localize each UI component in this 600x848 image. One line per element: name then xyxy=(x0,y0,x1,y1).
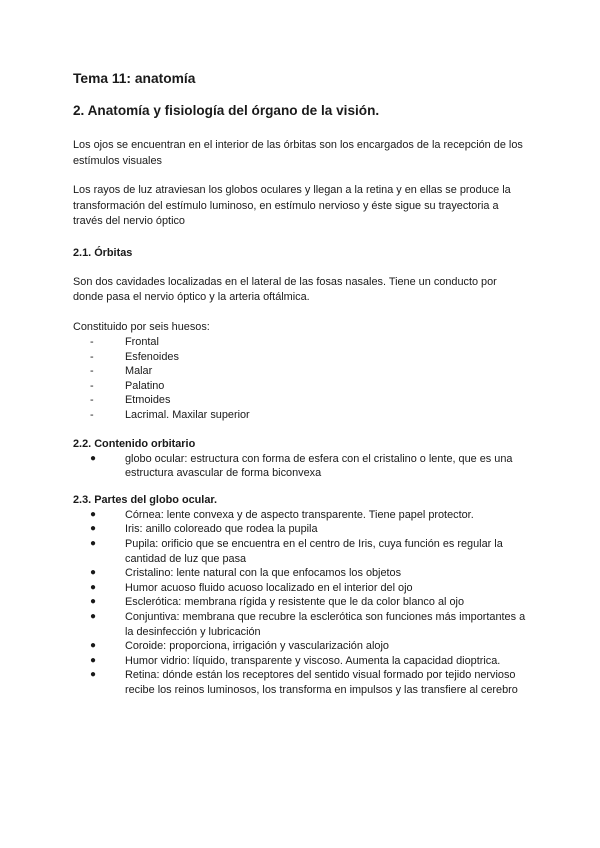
bones-list-intro: Constituido por seis huesos: xyxy=(73,320,210,333)
section-2-title: 2.2. Contenido orbitario xyxy=(73,437,196,450)
bullet-marker: ● xyxy=(90,537,97,549)
dash-marker: - xyxy=(90,379,94,392)
intro-paragraph-1: Los ojos se encuentran en el interior de las órbitas son los encargados de la recepción de los estímulos visuales xyxy=(73,139,523,167)
eye-parts-list xyxy=(73,508,528,698)
dash-marker: - xyxy=(90,408,94,421)
list-item: - Etmoides xyxy=(90,394,171,407)
list-item: ● Retina: dónde están los receptores del sentido visual formado por tejido nervioso recibe los reinos luminosos, los transforma en impulsos y las transfiere al cerebro xyxy=(90,669,518,696)
list-item: ● Pupila: orificio que se encuentra en el centro de Iris, cuya función es regular la cantidad de luz que pasa xyxy=(90,537,503,565)
list-item: ● Esclerótica: membrana rígida y resistente que le da color blanco al ojo xyxy=(90,596,464,609)
intro-paragraph-2: Los rayos de luz atraviesan los globos oculares y llegan a la retina y en ellas se produce la transformación del estímulo luminoso, en estímulo nervioso y éste sigue su trayectoria a través del nervio óptico xyxy=(73,184,511,227)
bullet-marker: ● xyxy=(90,523,97,535)
dash-marker: - xyxy=(90,336,94,348)
bullet-marker: ● xyxy=(90,508,97,520)
section-1-text: Son dos cavidades localizadas en el lateral de las fosas nasales. Tiene un conducto por donde pasa el nervio óptico y la arteria oftálmica. xyxy=(73,275,497,303)
list-item: ● Córnea: lente convexa y de aspecto transparente. Tiene papel protector. xyxy=(90,508,474,521)
bullet-marker: ● xyxy=(90,452,97,464)
bullet-marker: ● xyxy=(90,669,97,681)
dash-marker: - xyxy=(90,365,94,378)
list-item: ● Humor vidrio: líquido, transparente y viscoso. Aumenta la capacidad dioptrica. xyxy=(90,654,501,667)
section-3-title: 2.3. Partes del globo ocular. xyxy=(73,493,218,506)
bones-list xyxy=(73,335,528,423)
section-1-title: 2.1. Órbitas xyxy=(73,246,133,259)
list-item: ● Coroide: proporciona, irrigación y vascularización alojo xyxy=(90,640,389,653)
list-item: ● Humor acuoso fluido acuoso localizado en el interior del ojo xyxy=(90,581,413,594)
document-title: Tema 11: anatomía xyxy=(73,71,196,86)
dash-marker: - xyxy=(90,350,94,363)
bullet-marker: ● xyxy=(90,581,97,593)
bullet-marker: ● xyxy=(90,596,97,608)
list-item: - Malar xyxy=(90,365,153,378)
list-item: ● Cristalino: lente natural con la que enfocamos los objetos xyxy=(90,567,402,580)
bullet-marker: ● xyxy=(90,654,97,666)
bullet-marker: ● xyxy=(90,567,97,579)
list-item: ● globo ocular: estructura con forma de esfera con el cristalino o lente, que es una estructura avascular de forma biconvexa xyxy=(90,452,513,480)
list-item: - Lacrimal. Maxilar superior xyxy=(90,408,250,421)
list-item: ● Iris: anillo coloreado que rodea la pupila xyxy=(90,523,318,536)
list-item: ● Conjuntiva: membrana que recubre la esclerótica son funciones más importantes a la desinfección y lubricación xyxy=(90,610,526,638)
section-heading: 2. Anatomía y fisiología del órgano de la visión. xyxy=(73,103,380,118)
list-item: - Palatino xyxy=(90,379,165,392)
dash-marker: - xyxy=(90,394,94,407)
bullet-marker: ● xyxy=(90,610,97,622)
list-item: - Frontal xyxy=(90,336,159,348)
bullet-marker: ● xyxy=(90,640,97,652)
list-item: - Esfenoides xyxy=(90,350,179,363)
orbital-content-list xyxy=(73,452,528,481)
